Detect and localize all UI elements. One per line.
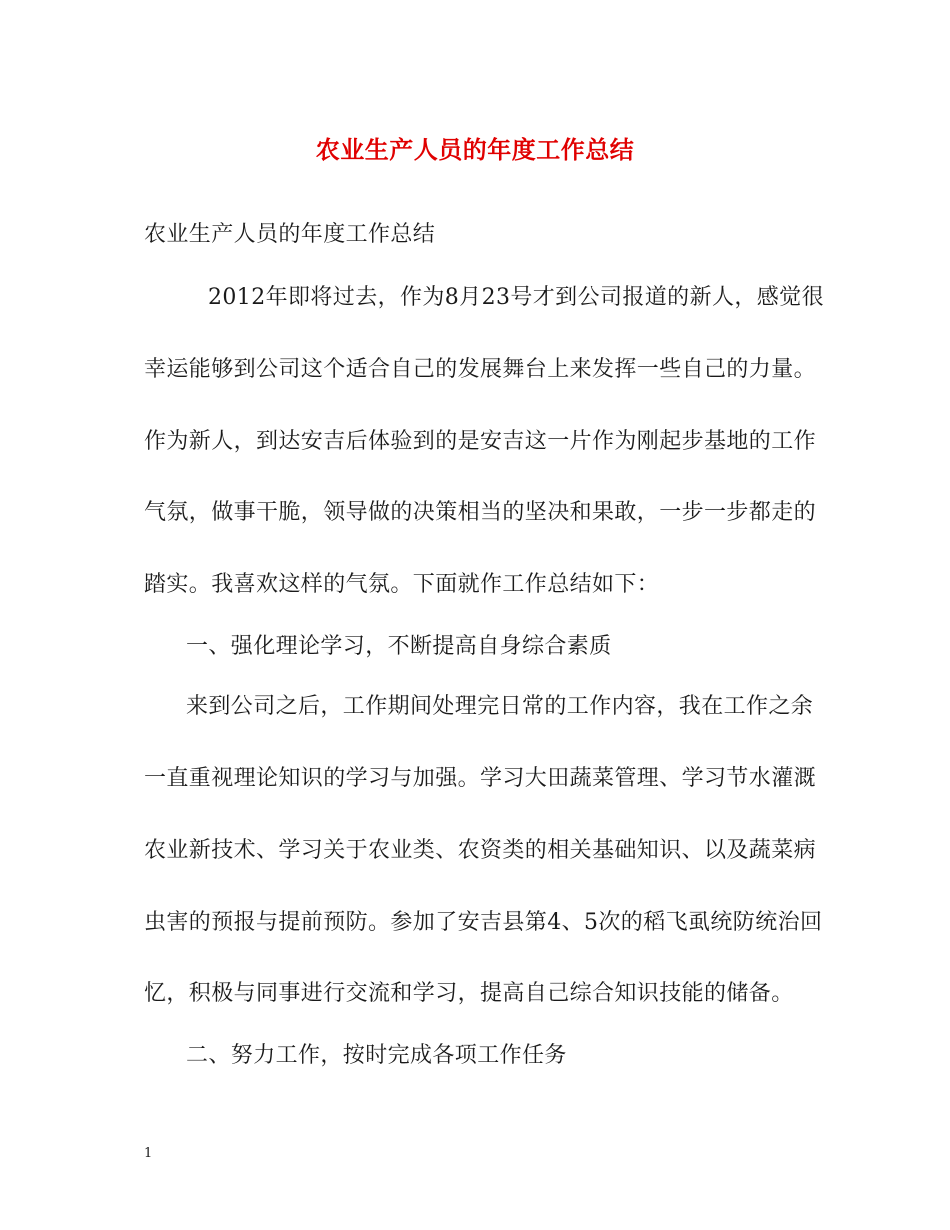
section-heading: 二、努力工作，按时完成各项工作任务	[186, 1043, 567, 1068]
section-heading: 一、强化理论学习，不断提高自身综合素质	[186, 634, 612, 659]
paragraph-line: 忆，积极与同事进行交流和学习，提高自己综合知识技能的储备。	[144, 981, 794, 1006]
paragraph-line: 气氛，做事干脆，领导做的决策相当的坚决和果敢，一步一步都走的	[144, 500, 817, 525]
paragraph-line: 2012年即将过去，作为8月23号才到公司报道的新人，感觉很	[208, 285, 824, 310]
document-title: 农业生产人员的年度工作总结	[315, 135, 635, 164]
paragraph-line: 踏实。我喜欢这样的气氛。下面就作工作总结如下：	[144, 572, 660, 597]
paragraph-line: 一直重视理论知识的学习与加强。学习大田蔬菜管理、学习节水灌溉	[144, 766, 817, 791]
page-number: 1	[144, 1146, 153, 1161]
paragraph-line: 幸运能够到公司这个适合自己的发展舞台上来发挥一些自己的力量。	[144, 357, 817, 382]
paragraph-line: 来到公司之后，工作期间处理完日常的工作内容，我在工作之余	[186, 694, 814, 719]
subtitle-line: 农业生产人员的年度工作总结	[144, 222, 436, 247]
paragraph-line: 虫害的预报与提前预防。参加了安吉县第4、5次的稻飞虱统防统治回	[144, 910, 823, 935]
paragraph-line: 农业新技术、学习关于农业类、农资类的相关基础知识、以及蔬菜病	[144, 838, 817, 863]
paragraph-line: 作为新人，到达安吉后体验到的是安吉这一片作为刚起步基地的工作	[144, 429, 817, 454]
